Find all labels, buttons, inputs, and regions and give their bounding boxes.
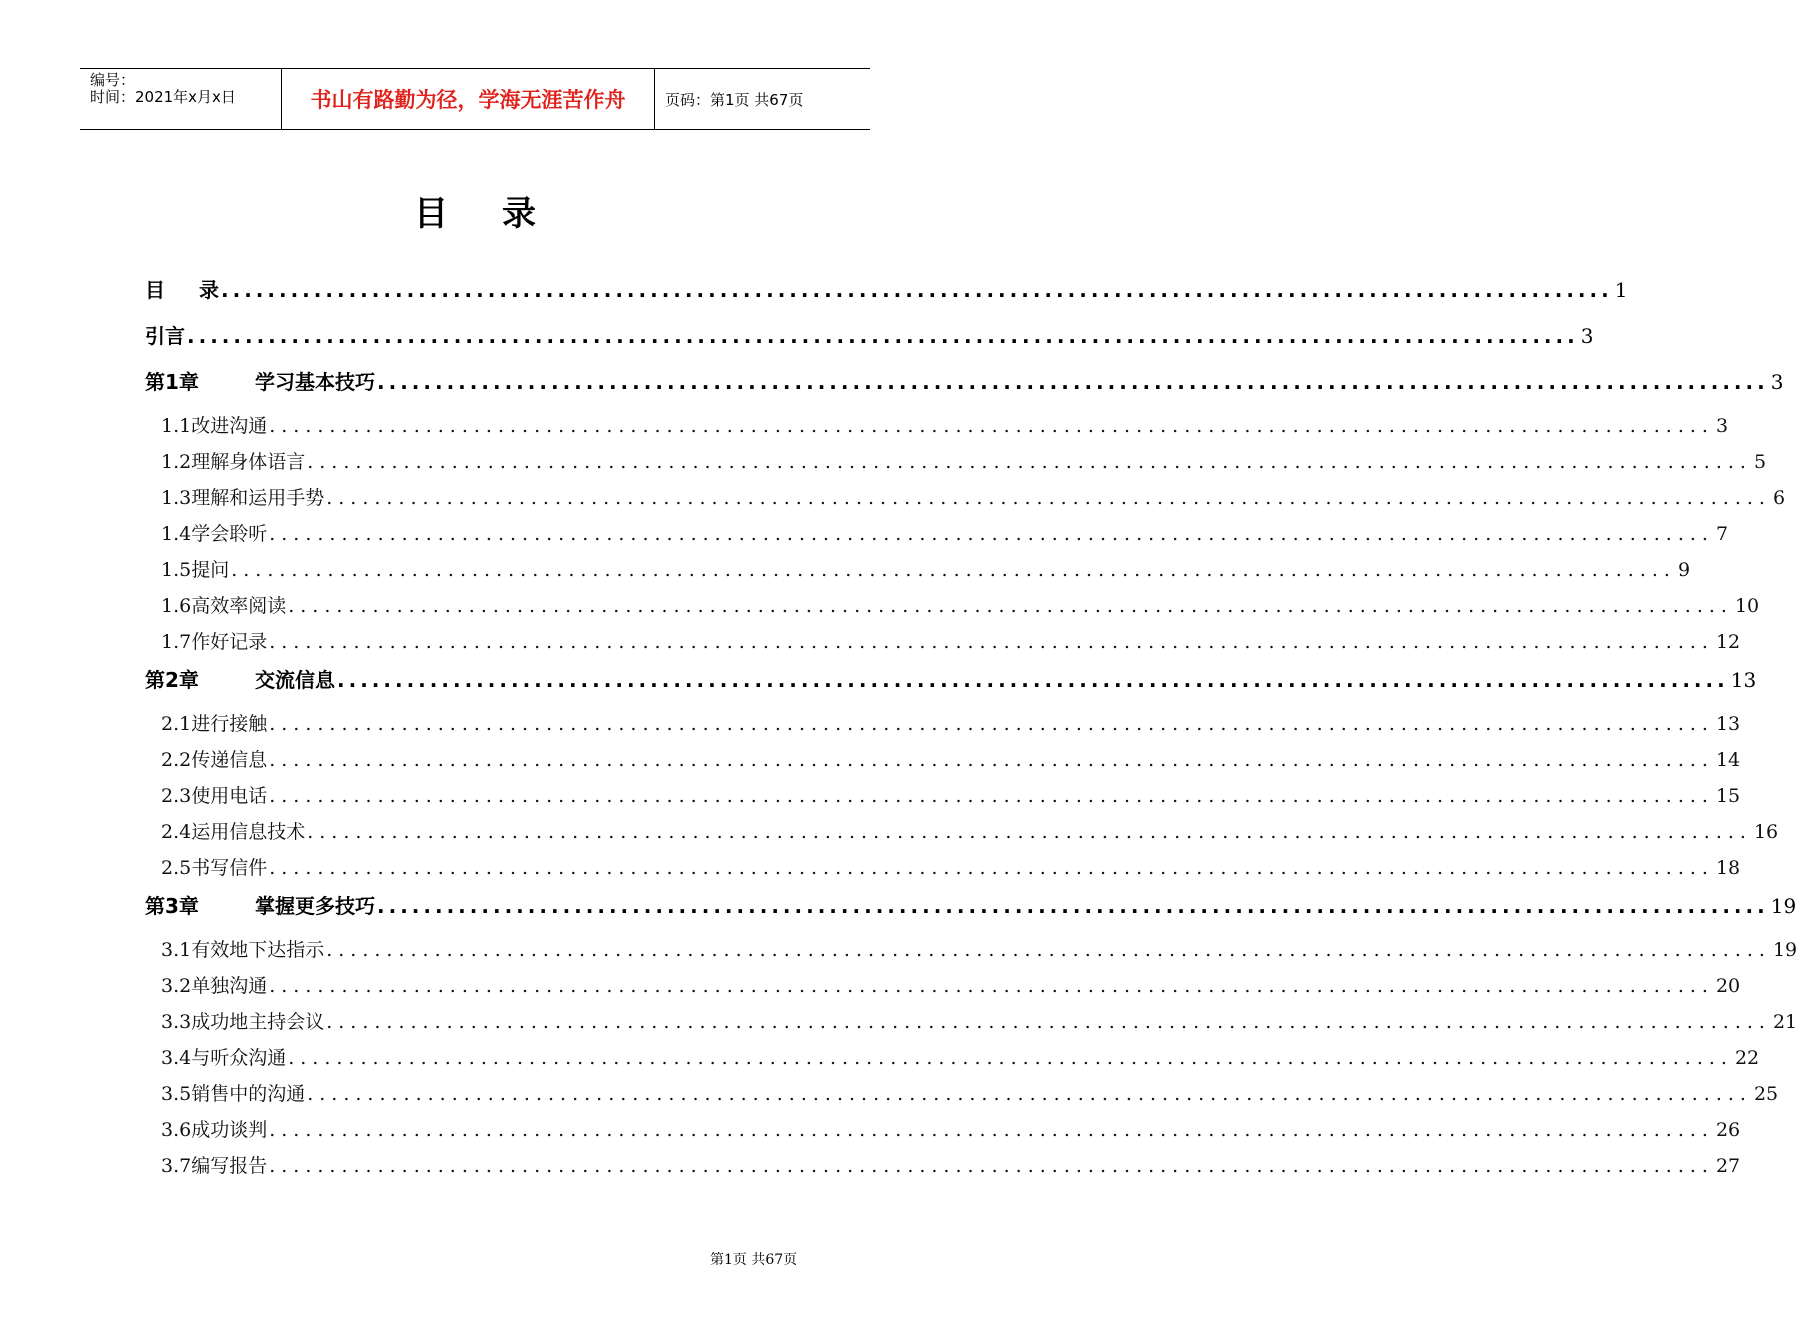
toc-chapter-number: 第2章 xyxy=(145,668,199,692)
toc-page-number: 21 xyxy=(1772,1011,1797,1033)
toc-leader-dots: ........................................................................................................................ xyxy=(377,894,1769,918)
toc-entry-section[interactable] xyxy=(145,932,1797,968)
toc-entry-section[interactable] xyxy=(145,814,1779,850)
toc-leader-dots: ........................................................................................................................ xyxy=(187,324,1579,348)
toc-label: 1.3理解和运用手势 xyxy=(161,487,325,509)
toc-leader-dots: ........................................................................................................................ xyxy=(377,370,1769,394)
toc-page-number: 5 xyxy=(1753,451,1767,473)
title-char-1: 目 xyxy=(414,194,448,234)
toc-page-number: 19 xyxy=(1772,939,1797,961)
header-info xyxy=(80,69,280,129)
toc-label: 3.5销售中的沟通 xyxy=(161,1083,306,1105)
toc-entry-chapter-2[interactable] xyxy=(145,660,1757,706)
toc-entry-section[interactable] xyxy=(145,1112,1741,1148)
toc-leader-dots: ........................................................................................................................ xyxy=(307,1083,1752,1105)
toc-entry-introduction[interactable] xyxy=(145,316,1594,362)
toc-leader-dots: ........................................................................................................................ xyxy=(269,749,1714,771)
toc-leader-dots: ........................................................................................................................ xyxy=(269,975,1714,997)
toc-page-number: 19 xyxy=(1770,894,1797,918)
toc-entry-section[interactable] xyxy=(145,408,1729,444)
toc-label: 3.2单独沟通 xyxy=(161,975,268,997)
toc-entry-section[interactable] xyxy=(145,588,1760,624)
toc-entry-chapter-3[interactable] xyxy=(145,886,1797,932)
toc-label: 引言 xyxy=(145,324,185,348)
toc-page-number: 20 xyxy=(1715,975,1741,997)
toc-leader-dots: ........................................................................................................................ xyxy=(307,451,1752,473)
toc-label: 3.6成功谈判 xyxy=(161,1119,268,1141)
toc-entry-chapter-1[interactable] xyxy=(145,362,1784,408)
toc-leader-dots: ........................................................................................................................ xyxy=(288,595,1733,617)
toc-label: 3.3成功地主持会议 xyxy=(161,1011,325,1033)
toc-leader-dots: ........................................................................................................................ xyxy=(269,1155,1714,1177)
header-motto: 书山有路勤为径，学海无涯苦作舟 xyxy=(281,69,655,129)
header-number: 编号： xyxy=(90,71,136,89)
toc-label: 2.2传递信息 xyxy=(161,749,268,771)
toc-page-number: 18 xyxy=(1715,857,1741,879)
page-title xyxy=(0,186,950,235)
toc-leader-dots: ........................................................................................................................ xyxy=(269,523,1714,545)
toc-page-number: 12 xyxy=(1715,631,1741,653)
toc-entry-section[interactable] xyxy=(145,1148,1741,1184)
toc-label: 2.5书写信件 xyxy=(161,857,268,879)
toc-label: 1.7作好记录 xyxy=(161,631,268,653)
toc-leader-dots: ........................................................................................................................ xyxy=(326,487,1771,509)
page-header xyxy=(80,68,870,130)
toc-label: 1.5提问 xyxy=(161,559,230,581)
toc-leader-dots: ........................................................................................................................ xyxy=(269,1119,1714,1141)
toc-entry-section[interactable] xyxy=(145,480,1786,516)
toc-label: 学习基本技巧 xyxy=(255,370,375,394)
toc-label: 3.4与听众沟通 xyxy=(161,1047,287,1069)
toc-label: 1.2理解身体语言 xyxy=(161,451,306,473)
toc-page-number: 7 xyxy=(1715,523,1729,545)
toc-page-number: 15 xyxy=(1715,785,1741,807)
toc-leader-dots: ........................................................................................................................ xyxy=(221,278,1613,302)
title-char-2: 录 xyxy=(502,194,536,234)
toc-label: 掌握更多技巧 xyxy=(255,894,375,918)
toc-page-number: 3 xyxy=(1770,370,1784,394)
toc-entry-section[interactable] xyxy=(145,706,1741,742)
toc-label: 1.1改进沟通 xyxy=(161,415,268,437)
toc-entry-section[interactable] xyxy=(145,516,1729,552)
toc-page-number: 3 xyxy=(1715,415,1729,437)
toc-label-part-1: 目 xyxy=(145,278,165,302)
toc-page-number: 10 xyxy=(1734,595,1760,617)
toc-entry-section[interactable] xyxy=(145,968,1741,1004)
toc-page-number: 1 xyxy=(1614,278,1628,302)
toc-page-number: 25 xyxy=(1753,1083,1779,1105)
toc-page-number: 9 xyxy=(1677,559,1691,581)
toc-label: 1.4学会聆听 xyxy=(161,523,268,545)
toc-entry-section[interactable] xyxy=(145,1040,1760,1076)
toc-entry-section[interactable] xyxy=(145,552,1691,588)
toc-entry-section[interactable] xyxy=(145,1076,1779,1112)
toc-page-number: 16 xyxy=(1753,821,1779,843)
toc-entry-section[interactable] xyxy=(145,1004,1797,1040)
toc-entry-section[interactable] xyxy=(145,742,1741,778)
toc-page-number: 26 xyxy=(1715,1119,1741,1141)
toc-entry-section[interactable] xyxy=(145,778,1741,814)
toc-leader-dots: ........................................................................................................................ xyxy=(269,631,1714,653)
toc-page-number: 6 xyxy=(1772,487,1786,509)
toc-leader-dots: ........................................................................................................................ xyxy=(326,939,1771,961)
toc-chapter-number: 第3章 xyxy=(145,894,199,918)
toc-entry-section[interactable] xyxy=(145,850,1741,886)
toc-label: 3.1有效地下达指示 xyxy=(161,939,325,961)
header-page-info: 页码：第1页 共67页 xyxy=(665,90,804,109)
toc-label: 2.4运用信息技术 xyxy=(161,821,306,843)
toc-page-number: 3 xyxy=(1580,324,1594,348)
toc-label: 1.6高效率阅读 xyxy=(161,595,287,617)
toc-chapter-number: 第1章 xyxy=(145,370,199,394)
toc-leader-dots: ........................................................................................................................ xyxy=(307,821,1752,843)
toc-leader-dots: ........................................................................................................................ xyxy=(337,668,1729,692)
header-date: 时间：2021年x月x日 xyxy=(90,88,236,106)
toc-page-number: 13 xyxy=(1715,713,1741,735)
toc-leader-dots: ........................................................................................................................ xyxy=(326,1011,1771,1033)
toc-leader-dots: ........................................................................................................................ xyxy=(288,1047,1733,1069)
table-of-contents xyxy=(145,270,1797,1184)
toc-label: 交流信息 xyxy=(255,668,335,692)
toc-label: 2.3使用电话 xyxy=(161,785,268,807)
toc-leader-dots: ........................................................................................................................ xyxy=(269,415,1714,437)
toc-page-number: 14 xyxy=(1715,749,1741,771)
toc-leader-dots: ........................................................................................................................ xyxy=(269,785,1714,807)
toc-page-number: 22 xyxy=(1734,1047,1760,1069)
toc-label-part-2: 录 xyxy=(199,278,219,302)
toc-leader-dots: ........................................................................................................................ xyxy=(269,857,1714,879)
toc-entry-contents[interactable] xyxy=(145,270,1628,316)
toc-entry-section[interactable] xyxy=(145,624,1741,660)
toc-page-number: 13 xyxy=(1730,668,1757,692)
page-footer: 第1页 共67页 xyxy=(710,1252,798,1268)
toc-leader-dots: ........................................................................................................................ xyxy=(231,559,1676,581)
toc-entry-section[interactable] xyxy=(145,444,1767,480)
toc-leader-dots: ........................................................................................................................ xyxy=(269,713,1714,735)
toc-label: 2.1进行接触 xyxy=(161,713,268,735)
toc-label: 3.7编写报告 xyxy=(161,1155,268,1177)
toc-page-number: 27 xyxy=(1715,1155,1741,1177)
